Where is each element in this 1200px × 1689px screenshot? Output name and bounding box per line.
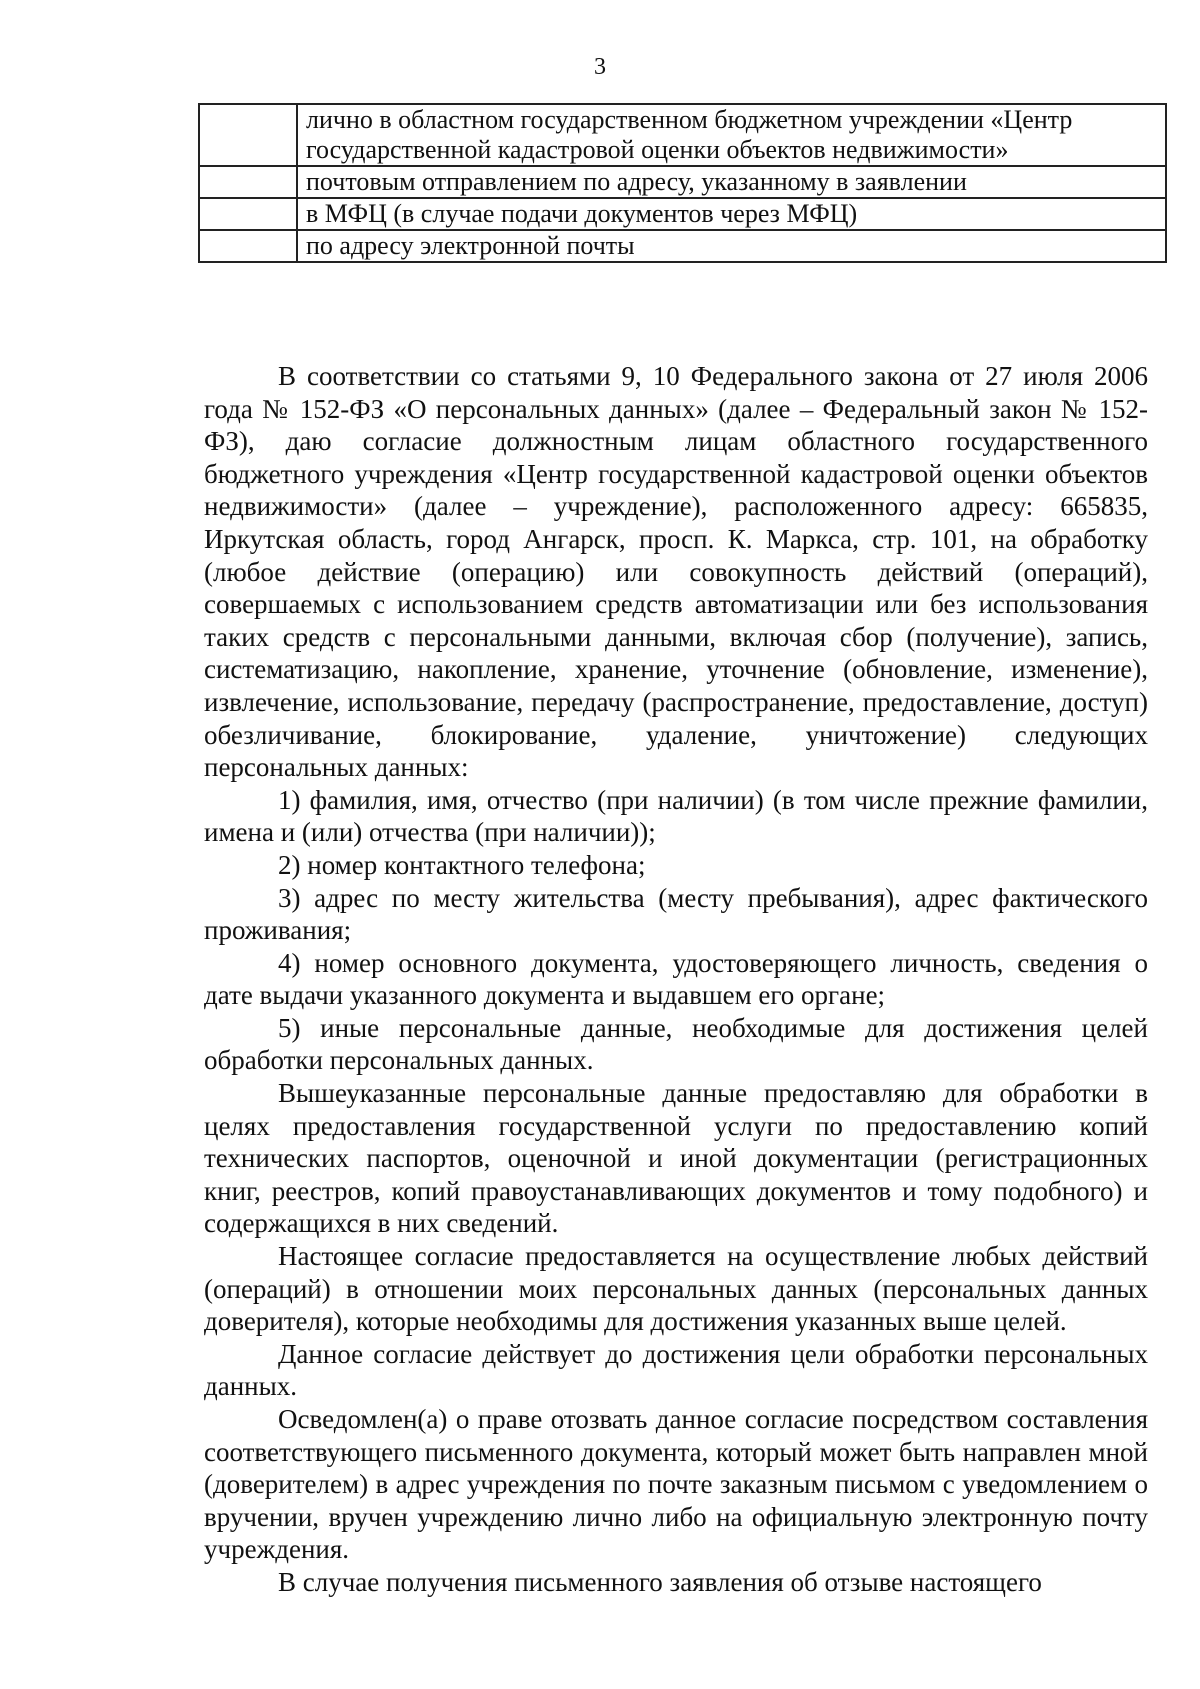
option-label: в МФЦ (в случае подачи документов через МФЦ)	[297, 198, 1166, 230]
option-label: по адресу электронной почты	[297, 230, 1166, 262]
table-row	[199, 230, 1166, 262]
validity-paragraph: Данное согласие действует до достижения цели обработки персональных данных.	[204, 1338, 1148, 1402]
list-item: 5) иные персональные данные, необходимые для достижения целей обработки персональных данных.	[204, 1012, 1148, 1076]
consent-text	[204, 360, 1148, 1599]
table-row	[199, 104, 1166, 166]
table-row	[199, 198, 1166, 230]
revocation-continuation-paragraph: В случае получения письменного заявления об отзыве настоящего	[278, 1566, 1042, 1597]
purpose-paragraph: Вышеуказанные персональные данные предоставляю для обработки в целях предоставления государственной услуги по предоставлению копий технических паспортов, оценочной и иной документации (регистрационных книг, реестров, копий правоустанавливающих документов и тому подобного) и содержащихся в них сведений.	[204, 1078, 1148, 1239]
checkbox-cell[interactable]	[199, 198, 297, 230]
option-label: лично в областном государственном бюджетном учреждении «Центр государственной кадастровой оценки объектов недвижимости»	[297, 104, 1166, 166]
list-item: 2) номер контактного телефона;	[278, 849, 646, 880]
revocation-paragraph: Осведомлен(а) о праве отозвать данное согласие посредством составления соответствующего письменного документа, который может быть направлен мной (доверителем) в адрес учреждения по почте заказным письмом с уведомлением о вручении, вручен учреждению лично либо на официальную электронную почту учреждения.	[204, 1404, 1148, 1565]
list-item: 3) адрес по месту жительства (месту пребывания), адрес фактического проживания;	[204, 882, 1148, 946]
checkbox-cell[interactable]	[199, 166, 297, 198]
page-number: 3	[594, 54, 606, 80]
table-row	[199, 166, 1166, 198]
list-item: 1) фамилия, имя, отчество (при наличии) (в том числе прежние фамилии, имена и (или) отчества (при наличии));	[204, 784, 1148, 848]
checkbox-cell[interactable]	[199, 230, 297, 262]
delivery-options-table	[198, 103, 1167, 263]
list-item: 4) номер основного документа, удостоверяющего личность, сведения о дате выдачи указанного документа и выдавшем его органе;	[204, 947, 1148, 1011]
option-label: почтовым отправлением по адресу, указанному в заявлении	[297, 166, 1166, 198]
scope-paragraph: Настоящее согласие предоставляется на осуществление любых действий (операций) в отношении моих персональных данных (персональных данных доверителя), которые необходимы для достижения указанных выше целей.	[204, 1241, 1148, 1337]
checkbox-cell[interactable]	[199, 104, 297, 166]
consent-paragraph: В соответствии со статьями 9, 10 Федерального закона от 27 июля 2006 года № 152-ФЗ «О персональных данных» (далее – Федеральный закон № 152-ФЗ), даю согласие должностным лицам областного государственного бюджетного учреждения «Центр государственной кадастровой оценки объектов недвижимости» (далее – учреждение), расположенного адресу: 665835, Иркутская область, город Ангарск, просп. К. Маркса, стр. 101, на обработку (любое действие (операцию) или совокупность действий (операций), совершаемых с использованием средств автоматизации или без использования таких средств с персональными данными, включая сбор (получение), запись, систематизацию, накопление, хранение, уточнение (обновление, изменение), извлечение, использование, передачу (распространение, предоставление, доступ) обезличивание, блокирование, удаление, уничтожение) следующих персональных данных:	[204, 361, 1148, 783]
